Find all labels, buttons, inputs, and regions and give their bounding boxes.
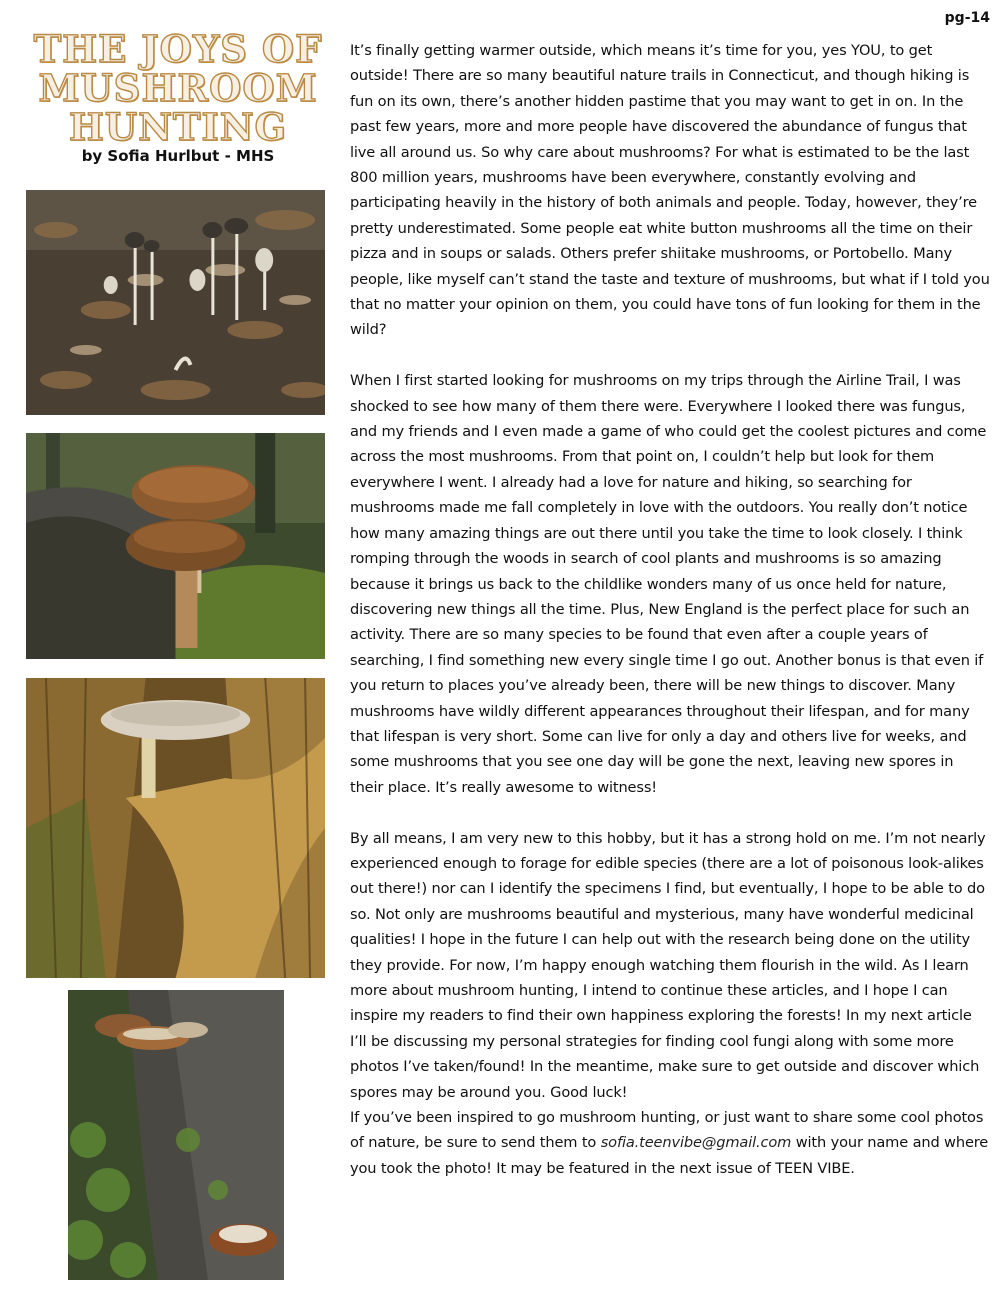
title-line: MUSHROOM — [38, 66, 318, 110]
article-title — [28, 27, 328, 149]
closing-text: with your name and where you took the photo! It may be featured in the next issue of TEEN VIBE. — [350, 1134, 989, 1177]
page-number: pg-14 — [944, 10, 990, 26]
byline: by Sofia Hurlbut - MHS — [81, 147, 275, 165]
email-link[interactable]: sofia.teenvibe@gmail.com — [600, 1134, 792, 1152]
photo-inkcap-mushrooms — [26, 190, 325, 415]
title-line: THE JOYS OF — [33, 27, 323, 71]
photo-stump-mushroom — [26, 678, 325, 978]
article-paragraph: When I first started looking for mushrooms on my trips through the Airline Trail, I was shocked to see how many of them there were. Everywhere I looked there was fungus, and my friends and I even made a game of who could get the coolest pictures and come across the most mushrooms. From that point on, I couldn’t help but look for them everywhere I went. I already had a love for nature and hiking, so searching for mushrooms made me fall completely in love with the outdoors. You really don’t notice how many amazing things are out there until you take the time to look closely. I think romping through the woods in search of cool plants and mushrooms is so amazing because it brings us back to the childlike wonders many of us once held for nature, discovering new things all the time. Plus, New England is the perfect place for such an activity. There are so many species to be found that even after a couple years of searching, I find something new every single time I go out. Another bonus is that even if you return to places you’ve already been, there will be new things to discover. Many mushrooms have wildly different appearances throughout their lifespan, and for many that lifespan is very short. Some can live for only a day and others live for weeks, and some mushrooms that you see one day will be gone the next, leaving new spores in their place. It’s really awesome to witness! — [350, 372, 987, 796]
closing-paragraph — [350, 1105, 990, 1181]
closing-text: If you’ve been inspired to go mushroom hunting, or just want to share some cool photos of nature, be sure to send them to — [350, 1109, 984, 1152]
article-paragraph: It’s finally getting warmer outside, which means it’s time for you, yes YOU, to get outside! There are so many beautiful nature trails in Connecticut, and though hiking is fun on its own, there’s another hidden pastime that you may want to get in on. In the past few years, more and more people have discovered the abundance of fungus that live all around us. So why care about mushrooms? For what is estimated to be the last 800 million years, mushrooms have been everywhere, constantly evolving and participating heavily in the history of both animals and people. Today, however, they’re pretty underestimated. Some people eat white button mushrooms all the time on their pizza and in soups or salads. Others prefer shiitake mushrooms, or Portobello. Many people, like myself can’t stand the taste and texture of mushrooms, but what if I told you that no matter your opinion on them, you could have tons of fun looking for them in the wild? — [350, 42, 990, 339]
article-paragraph: By all means, I am very new to this hobby, but it has a strong hold on me. I’m not nearly experienced enough to forage for edible species (there are a lot of poisonous look-alikes out there!) nor can I identify the specimens I find, but eventually, I hope to be able to do so. Not only are mushrooms beautiful and mysterious, many have wonderful medicinal qualities! I hope in the future I can help out with the research being done on the utility they provide. For now, I’m happy enough watching them flourish in the wild. As I learn more about mushroom hunting, I intend to continue these articles, and I hope I can inspire my readers to find their own happiness exploring the forests! In my next article I’ll be discussing my personal strategies for finding cool fungi along with some more photos I’ve taken/found! In the meantime, make sure to get outside and discover which spores may be around you. Good luck! — [350, 829, 986, 1101]
title-line: HUNTING — [68, 105, 288, 149]
photo-bracket-fungi — [68, 990, 284, 1280]
article-body — [350, 38, 990, 1181]
photo-brown-mushrooms — [26, 433, 325, 659]
